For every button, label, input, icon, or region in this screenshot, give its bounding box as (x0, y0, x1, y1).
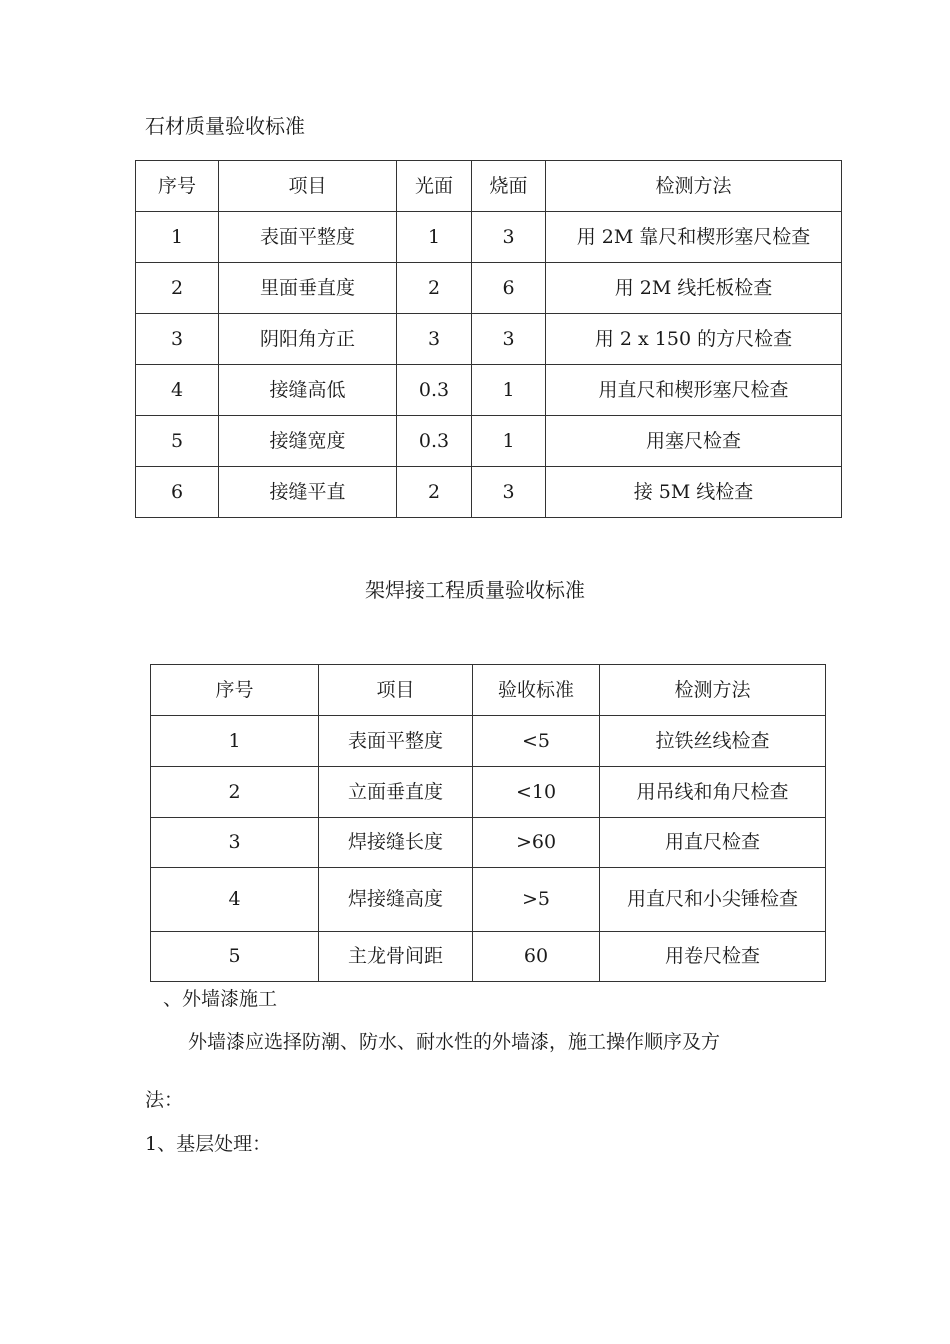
table-cell: 2 (397, 263, 472, 314)
table-cell: 用塞尺检查 (546, 416, 842, 467)
table-cell: 接 5M 线检查 (546, 467, 842, 518)
table-row (151, 932, 826, 982)
stone-quality-table (135, 160, 842, 518)
table-cell: 拉铁丝线检查 (600, 716, 826, 767)
table-cell: 6 (472, 263, 546, 314)
table-cell: >5 (473, 868, 600, 932)
table-cell: 1 (136, 212, 219, 263)
table-cell: <10 (473, 767, 600, 818)
table-cell: 0.3 (397, 365, 472, 416)
table-row (151, 868, 826, 932)
table-cell: 表面平整度 (219, 212, 397, 263)
table-cell: 焊接缝高度 (319, 868, 473, 932)
table-cell: 用吊线和角尺检查 (600, 767, 826, 818)
header-cell: 检测方法 (546, 161, 842, 212)
table-cell: 接缝高低 (219, 365, 397, 416)
header-cell: 光面 (397, 161, 472, 212)
table2-title: 架焊接工程质量验收标准 (365, 578, 585, 602)
table-cell: 2 (397, 467, 472, 518)
table-row (136, 467, 842, 518)
table-cell: 接缝平直 (219, 467, 397, 518)
step-heading: 1、基层处理： (145, 1133, 272, 1155)
table-cell: 2 (136, 263, 219, 314)
table-cell: 4 (151, 868, 319, 932)
table-row (151, 818, 826, 868)
table-cell: 0.3 (397, 416, 472, 467)
table-cell: 表面平整度 (319, 716, 473, 767)
table-cell: 用直尺和楔形塞尺检查 (546, 365, 842, 416)
table-cell: 用 2M 靠尺和楔形塞尺检查 (546, 212, 842, 263)
header-cell: 序号 (136, 161, 219, 212)
table-header-row (151, 665, 826, 716)
header-cell: 验收标准 (473, 665, 600, 716)
table-cell: 1 (151, 716, 319, 767)
table-row (136, 212, 842, 263)
table-row (136, 314, 842, 365)
table-cell: 4 (136, 365, 219, 416)
table-row (136, 263, 842, 314)
table-cell: 焊接缝长度 (319, 818, 473, 868)
table-cell: 5 (136, 416, 219, 467)
header-cell: 检测方法 (600, 665, 826, 716)
table-row (136, 365, 842, 416)
table-cell: 用直尺检查 (600, 818, 826, 868)
table-row (151, 767, 826, 818)
table-cell: 3 (397, 314, 472, 365)
body-text-line: 法： (145, 1089, 184, 1111)
table-cell: 用 2 x 150 的方尺检查 (546, 314, 842, 365)
table-cell: 3 (136, 314, 219, 365)
table-cell: 主龙骨间距 (319, 932, 473, 982)
table-cell: 阴阳角方正 (219, 314, 397, 365)
table-cell: 里面垂直度 (219, 263, 397, 314)
table-cell: 3 (151, 818, 319, 868)
table-cell: 3 (472, 212, 546, 263)
table-row (136, 416, 842, 467)
section-heading: 、外墙漆施工 (163, 988, 278, 1010)
table-cell: 60 (473, 932, 600, 982)
header-cell: 烧面 (472, 161, 546, 212)
welding-quality-table (150, 664, 826, 982)
header-cell: 项目 (219, 161, 397, 212)
table1-title: 石材质量验收标准 (145, 114, 305, 138)
table-cell: 用直尺和小尖锤检查 (600, 868, 826, 932)
table-cell: 立面垂直度 (319, 767, 473, 818)
table-cell: <5 (473, 716, 600, 767)
header-cell: 序号 (151, 665, 319, 716)
table-cell: >60 (473, 818, 600, 868)
header-cell: 项目 (319, 665, 473, 716)
table-cell: 用 2M 线托板检查 (546, 263, 842, 314)
table-cell: 6 (136, 467, 219, 518)
table-cell: 1 (472, 365, 546, 416)
table-cell: 接缝宽度 (219, 416, 397, 467)
table-cell: 1 (472, 416, 546, 467)
table-cell: 5 (151, 932, 319, 982)
table-cell: 1 (397, 212, 472, 263)
body-text-line: 外墙漆应选择防潮、防水、耐水性的外墙漆，施工操作顺序及方 (188, 1031, 721, 1053)
table-cell: 3 (472, 467, 546, 518)
table-row (151, 716, 826, 767)
table-cell: 用卷尺检查 (600, 932, 826, 982)
table-cell: 2 (151, 767, 319, 818)
table-header-row (136, 161, 842, 212)
table-cell: 3 (472, 314, 546, 365)
